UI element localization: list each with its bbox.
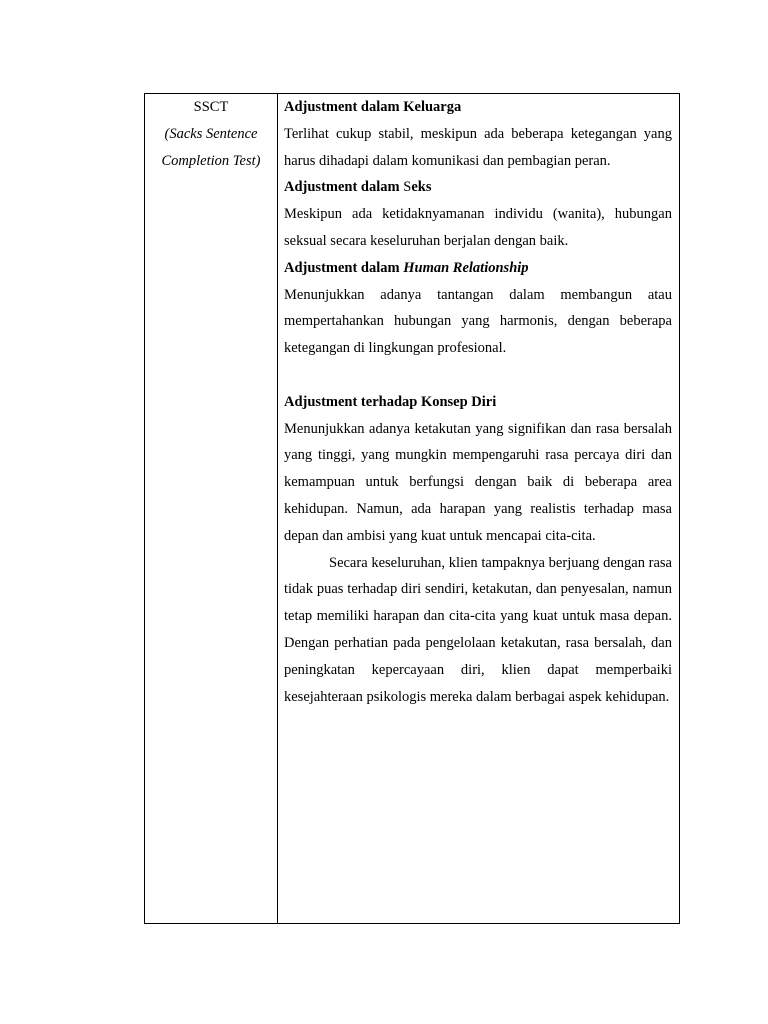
- family-heading: Adjustment dalam Keluarga: [284, 99, 462, 115]
- self-concept-heading: Adjustment terhadap Konsep Diri: [284, 393, 497, 410]
- assessment-table: [144, 93, 680, 924]
- sex-heading-rest: eks: [411, 179, 432, 196]
- sex-text: Meskipun ada ketidaknyamanan individu (wanita), hubungan seksual secara keseluruhan berjalan dengan baik.: [284, 206, 672, 249]
- summary-text: Secara keseluruhan, klien tampaknya berjuang dengan rasa tidak puas terhadap diri sendiri, ketakutan, dan penyesalan, namun tetap memiliki harapan dan cita-cita yang kuat untuk masa depan. Dengan perhatian pada pengelolaan ketakutan, rasa bersalah, dan peningkatan kepercayaan diri, klien dapat memperbaiki kesejahteraan psikologis mereka dalam berbagai aspek kehidupan.: [284, 554, 672, 705]
- family-text: Terlihat cukup stabil, meskipun ada beberapa ketegangan yang harus dihadapi dalam komunikasi dan pembagian peran.: [284, 125, 672, 169]
- sex-heading: [284, 174, 672, 201]
- human-relationship-heading-italic: Human Relationship: [403, 259, 529, 276]
- human-relationship-heading: [284, 255, 672, 282]
- blank-line: [284, 362, 672, 389]
- test-name-line1: (Sacks Sentence: [164, 126, 258, 142]
- test-name-line2: Completion Test): [161, 153, 261, 169]
- test-code: SSCT: [193, 99, 229, 115]
- interpretation-cell: [278, 94, 679, 923]
- human-relationship-text: Menunjukkan adanya tantangan dalam membangun atau mempertahankan hubungan yang harmonis, dengan beberapa ketegangan di lingkungan profesional.: [284, 286, 672, 357]
- sex-heading-prefix: Adjustment dalam: [284, 179, 400, 196]
- sex-heading-s: S: [403, 179, 412, 196]
- self-concept-text: Menunjukkan adanya ketakutan yang signifikan dan rasa bersalah yang tinggi, yang mungkin mempengaruhi rasa percaya diri dan kemampuan untuk berfungsi dengan baik di beberapa area kehidupan. Namun, ada harapan yang realistis terhadap masa depan dan ambisi yang kuat untuk mencapai cita-cita.: [284, 420, 672, 544]
- test-name-cell: [145, 94, 278, 923]
- human-relationship-heading-prefix: Adjustment dalam: [284, 259, 404, 276]
